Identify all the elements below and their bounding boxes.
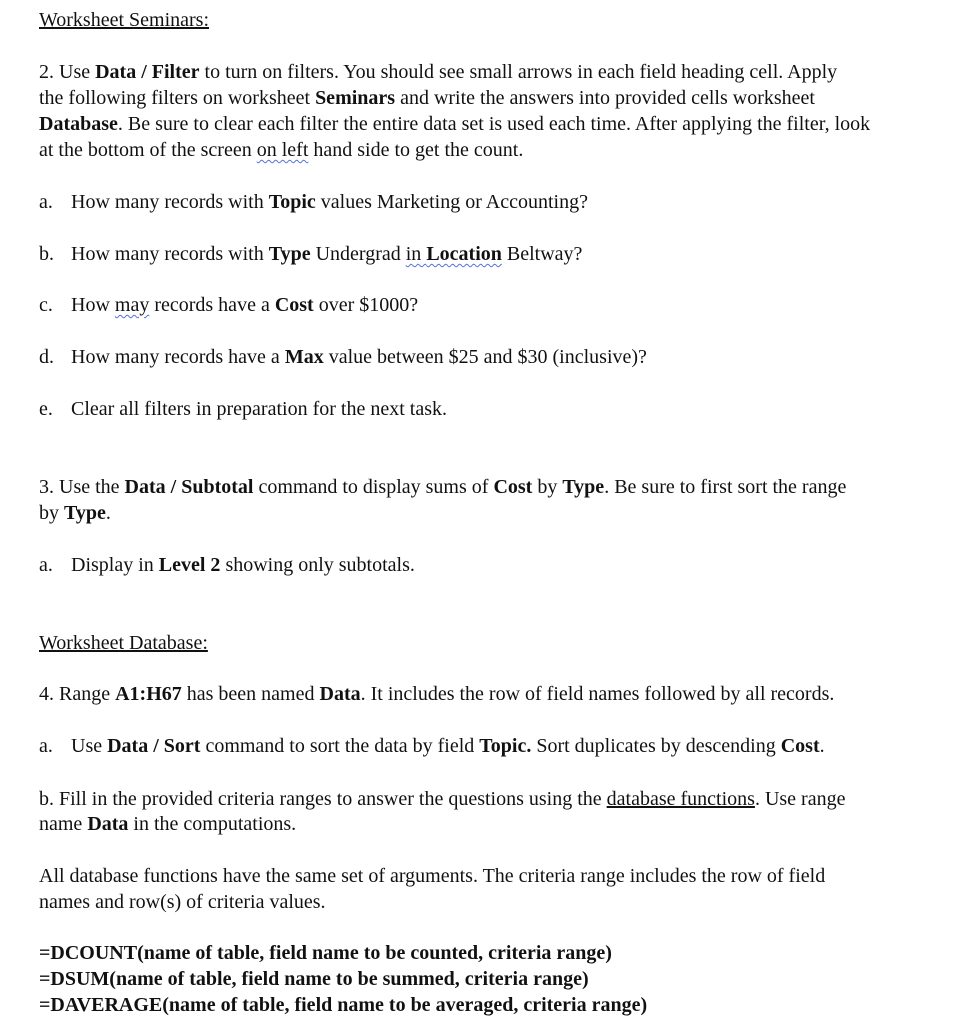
database-functions-link: database functions (606, 788, 755, 810)
paragraph-arguments-line-1: All database functions have the same set of arguments. The criteria range includes the row of field (39, 865, 826, 887)
spellcheck-flag: in Location (405, 243, 502, 265)
item-label-2b: b. (39, 243, 54, 265)
instruction-2-line-2: the following filters on worksheet Seminars and write the answers into provided cells worksheet (39, 87, 815, 109)
instruction-3-line-2: by Type. (39, 502, 111, 524)
instruction-4: 4. Range A1:H67 has been named Data. It includes the row of field names followed by all records. (39, 683, 835, 705)
formula-dsum: =DSUM(name of table, field name to be summed, criteria range) (39, 968, 589, 990)
item-4b-line-1: b. Fill in the provided criteria ranges to answer the questions using the database functions. Use range (39, 788, 846, 810)
formula-daverage: =DAVERAGE(name of table, field name to be averaged, criteria range) (39, 994, 648, 1016)
item-4a: Use Data / Sort command to sort the data by field Topic. Sort duplicates by descending Cost. (71, 735, 825, 757)
instruction-2-line-1: 2. Use Data / Filter to turn on filters. You should see small arrows in each field heading cell. Apply (39, 61, 838, 83)
paragraph-arguments-line-2: names and row(s) of criteria values. (39, 891, 326, 913)
item-label-3a: a. (39, 554, 53, 576)
section-heading-database: Worksheet Database: (39, 632, 208, 654)
item-label-4a: a. (39, 735, 53, 757)
spellcheck-flag: on left (256, 139, 309, 161)
item-label-2d: d. (39, 346, 54, 368)
item-2b: How many records with Type Undergrad in Location Beltway? (71, 243, 583, 265)
item-label-2a: a. (39, 191, 53, 213)
item-label-2e: e. (39, 398, 53, 420)
item-3a: Display in Level 2 showing only subtotals. (71, 554, 415, 576)
item-2a: How many records with Topic values Marketing or Accounting? (71, 191, 588, 213)
instruction-3-line-1: 3. Use the Data / Subtotal command to display sums of Cost by Type. Be sure to first sort the range (39, 476, 847, 498)
item-2d: How many records have a Max value between $25 and $30 (inclusive)? (71, 346, 647, 368)
formula-dcount: =DCOUNT(name of table, field name to be counted, criteria range) (39, 942, 612, 964)
item-2c: How may records have a Cost over $1000? (71, 294, 419, 316)
item-4b-line-2: name Data in the computations. (39, 813, 297, 835)
instruction-2-line-3: Database. Be sure to clear each filter the entire data set is used each time. After applying the filter, look (39, 113, 871, 135)
section-heading-seminars: Worksheet Seminars: (39, 9, 210, 31)
item-2e: Clear all filters in preparation for the next task. (71, 398, 447, 420)
item-label-2c: c. (39, 294, 53, 316)
spellcheck-flag: may (114, 294, 150, 316)
instruction-2-line-4: at the bottom of the screen on left hand side to get the count. (39, 139, 524, 161)
